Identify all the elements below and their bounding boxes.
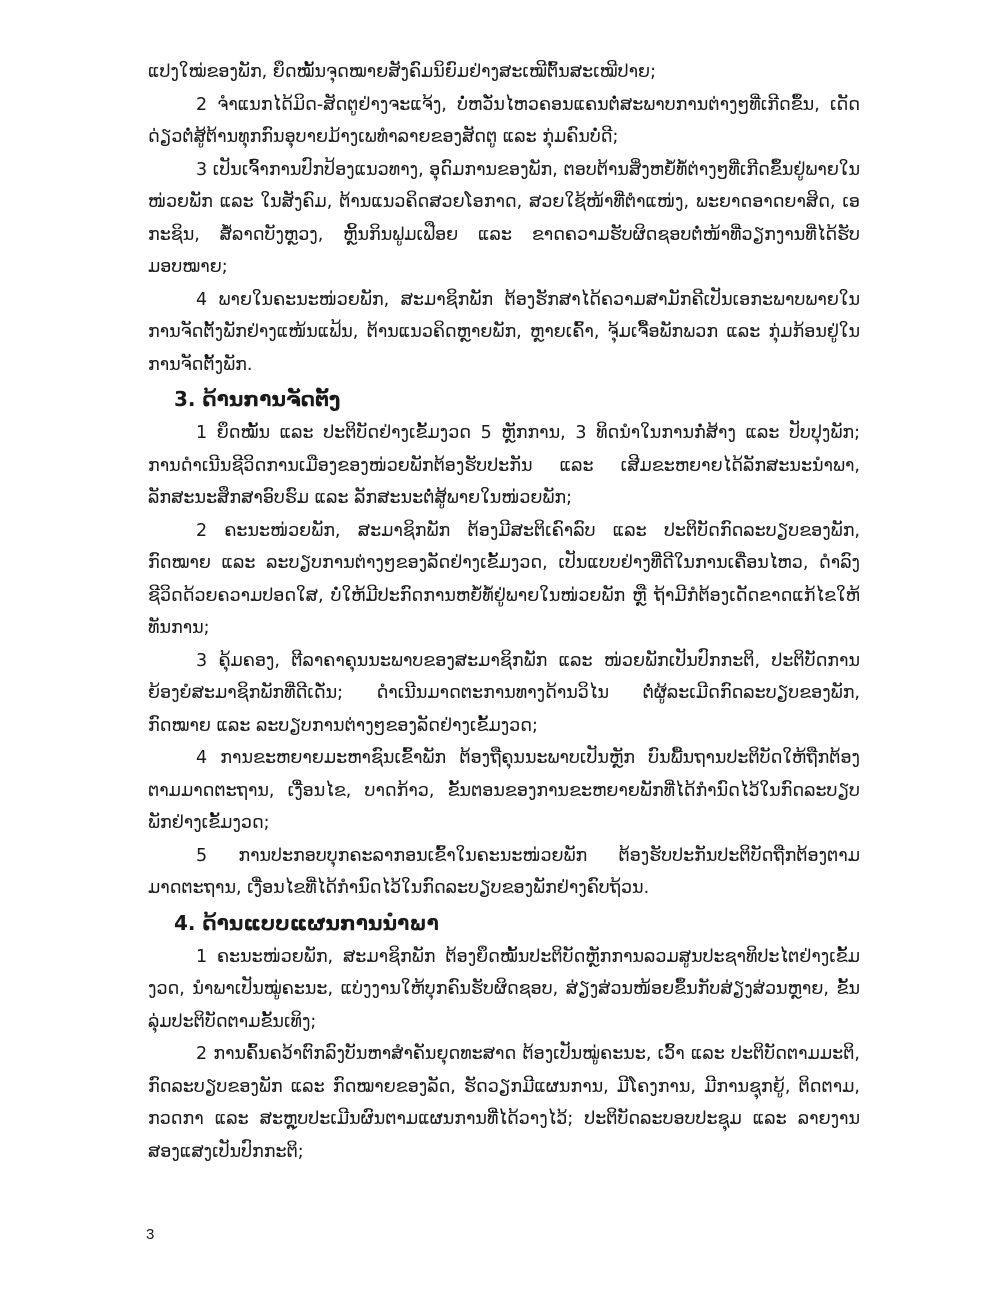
- paragraph: 4 ພາຍໃນຄະນະໜ່ວຍພັກ, ສະມາຊິກພັກ ຕ້ອງຮັກສາໄດ້ຄວາມສາມັກຄີເປັນເອກະພາບພາຍໃນການຈັດຕັ້ງພັກຢ່າງແໜ້ນແຟ້ນ, ຕ້ານແນວຄິດຫຼາຍພັກ, ຫຼາຍເຄົ້າ, ຈຸ້ມເຈື້ອພັກພວກ ແລະ ກຸ່ມກ້ອນຢູ່ໃນການຈັດຕັ້ງພັກ.: [148, 289, 860, 375]
- section-heading: 3. ດ້ານການຈັດຕັ້ງ: [174, 387, 341, 411]
- page-number: 3: [146, 1226, 155, 1243]
- paragraph: ແປງໃໝ່ຂອງພັກ, ຍຶດໝັ້ນຈຸດໝາຍສັງຄົມນິຍົມຢ່າງສະເໝີຕົ້ນສະເໝີປາຍ;: [148, 62, 656, 82]
- paragraph: 2 ຄະນະໜ່ວຍພັກ, ສະມາຊິກພັກ ຕ້ອງມີສະຕິເຄົາລົບ ແລະ ປະຕິບັດກົດລະບຽບຂອງພັກ, ກົດໝາຍ ແລະ ລະບຽບການຕ່າງໆຂອງລັດຢ່າງເຂັ້ມງວດ, ເປັນແບບຢ່າງທີ່ດີໃນການເຄື່ອນໄຫວ, ດຳລົງຊີວິດດ້ວຍຄວາມປອດໃສ, ບໍ່ໃຫ້ມີປະກົດການຫຍໍ້ທໍ້ຢູ່ພາຍໃນໜ່ວຍພັກ ຫຼື ຖ້າມີກໍຕ້ອງເດັດຂາດແກ້ໄຂໃຫ້ທັນການ;: [148, 520, 860, 638]
- paragraph: 5 ການປະກອບບຸກຄະລາກອນເຂົ້າໃນຄະນະໜ່ວຍພັກ ຕ້ອງຮັບປະກັນປະຕິບັດຖືກຕ້ອງຕາມມາດຕະຖານ, ເງື່ອນໄຂທີ່ໄດ້ກຳນົດໄວ້ໃນກົດລະບຽບຂອງພັກຢ່າງຄົບຖ້ວນ.: [148, 845, 860, 898]
- paragraph: 4 ການຂະຫຍາຍມະຫາຊົນເຂົ້າພັກ ຕ້ອງຖືຄຸນນະພາບເປັນຫຼັກ ບົນພື້ນຖານປະຕິບັດໃຫ້ຖືກຕ້ອງຕາມມາດຕະຖານ, ເງື່ອນໄຂ, ບາດກ້າວ, ຂັ້ນຕອນຂອງການຂະຫຍາຍພັກທີ່ໄດ້ກຳນົດໄວ້ໃນກົດລະບຽບພັກຢ່າງເຂັ້ມງວດ;: [148, 748, 860, 833]
- paragraph: 2 ຈຳແນກໄດ້ມິດ-ສັດຕູຢ່າງຈະແຈ້ງ, ບໍ່ຫວັ່ນໄຫວຄອນແຄນຕໍ່ສະພາບການຕ່າງໆທີ່ເກີດຂຶ້ນ, ເດັດດ່ຽວຕໍ່ສູ້ຕ້ານທຸກກົນອຸບາຍມ້າງເພທຳລາຍຂອງສັດຕູ ແລະ ກຸ່ມຄົນບໍ່ດີ;: [148, 94, 860, 147]
- document-body: [148, 56, 860, 1168]
- paragraph: 3 ຄຸ້ມຄອງ, ຕີລາຄາຄຸນນະພາບຂອງສະມາຊິກພັກ ແລະ ໜ່ວຍພັກເປັນປົກກະຕິ, ປະຕິບັດການຍ້ອງຍໍສະມາຊິກພັກທີ່ດີເດັ່ນ; ດຳເນີນມາດຕະການທາງດ້ານວິໄນ ຕໍ່ຜູ້ລະເມີດກົດລະບຽບຂອງພັກ, ກົດໝາຍ ແລະ ລະບຽບການຕ່າງໆຂອງລັດຢ່າງເຂັ້ມງວດ;: [148, 650, 860, 736]
- paragraph: 1 ຄະນະໜ່ວຍພັກ, ສະມາຊິກພັກ ຕ້ອງຍຶດໝັ້ນປະຕິບັດຫຼັກການລວມສູນປະຊາທິປະໄຕຢ່າງເຂັ້ມງວດ, ນຳພາເປັນໝູ່ຄະນະ, ແບ່ງງານໃຫ້ບຸກຄົນຮັບຜິດຊອບ, ສ່ຽງສ່ວນໜ້ອຍຂຶ້ນກັບສ່ຽງສ່ວນຫຼາຍ, ຂັ້ນລຸ່ມປະຕິບັດຕາມຂັ້ນເທິງ;: [148, 946, 860, 1032]
- paragraph: 3 ເປັນເຈົ້າການປົກປ້ອງແນວທາງ, ອຸດົມການຂອງພັກ, ຕອບຕ້ານສິ່ງຫຍໍ້ທໍ້ຕ່າງໆທີ່ເກີດຂຶ້ນຢູ່ພາຍໃນໜ່ວຍພັກ ແລະ ໃນສັງຄົມ, ຕ້ານແນວຄິດສວຍໂອກາດ, ສວຍໃຊ້ໜ້າທີ່ຕຳແໜ່ງ, ພະຍາດອາດຍາສິດ, ເອກະຊິນ, ສໍ້ລາດບັງຫຼວງ, ຫຼິ້ນກິນຟູມເຟືອຍ ແລະ ຂາດຄວາມຮັບຜິດຊອບຕໍ່ໜ້າທີ່ວຽກງານທີ່ໄດ້ຮັບມອບໝາຍ;: [148, 159, 860, 277]
- section-heading: 4. ດ້ານແບບແຜນການນຳພາ: [174, 910, 439, 935]
- paragraph: 2 ການຄົ້ນຄວ້າຕົກລົງບັນຫາສຳຄັນຍຸດທະສາດ ຕ້ອງເປັນໝູ່ຄະນະ, ເວົ້າ ແລະ ປະຕິບັດຕາມມະຕິ, ກົດລະບຽບຂອງພັກ ແລະ ກົດໝາຍຂອງລັດ, ຮັດວຽກມີແຜນການ, ມີໂຄງການ, ມີການຊຸກຍູ້, ຕິດຕາມ, ກວດກາ ແລະ ສະຫຼຸບປະເມີນຜົນຕາມແຜນການທີ່ໄດ້ວາງໄວ້; ປະຕິບັດລະບອບປະຊຸມ ແລະ ລາຍງານສອງແສງເປັນປົກກະຕິ;: [148, 1044, 860, 1162]
- paragraph: 1 ຍຶດໝັ້ນ ແລະ ປະຕິບັດຢ່າງເຂັ້ມງວດ 5 ຫຼັກການ, 3 ທິດນຳໃນການກໍ່ສ້າງ ແລະ ປັບປຸງພັກ; ການດຳເນີນຊີວິດການເມືອງຂອງໜ່ວຍພັກຕ້ອງຮັບປະກັນ ແລະ ເສີມຂະຫຍາຍໄດ້ລັກສະນະນຳພາ, ລັກສະນະສຶກສາອົບຮົມ ແລະ ລັກສະນະຕໍ່ສູ້ພາຍໃນໜ່ວຍພັກ;: [148, 423, 860, 508]
